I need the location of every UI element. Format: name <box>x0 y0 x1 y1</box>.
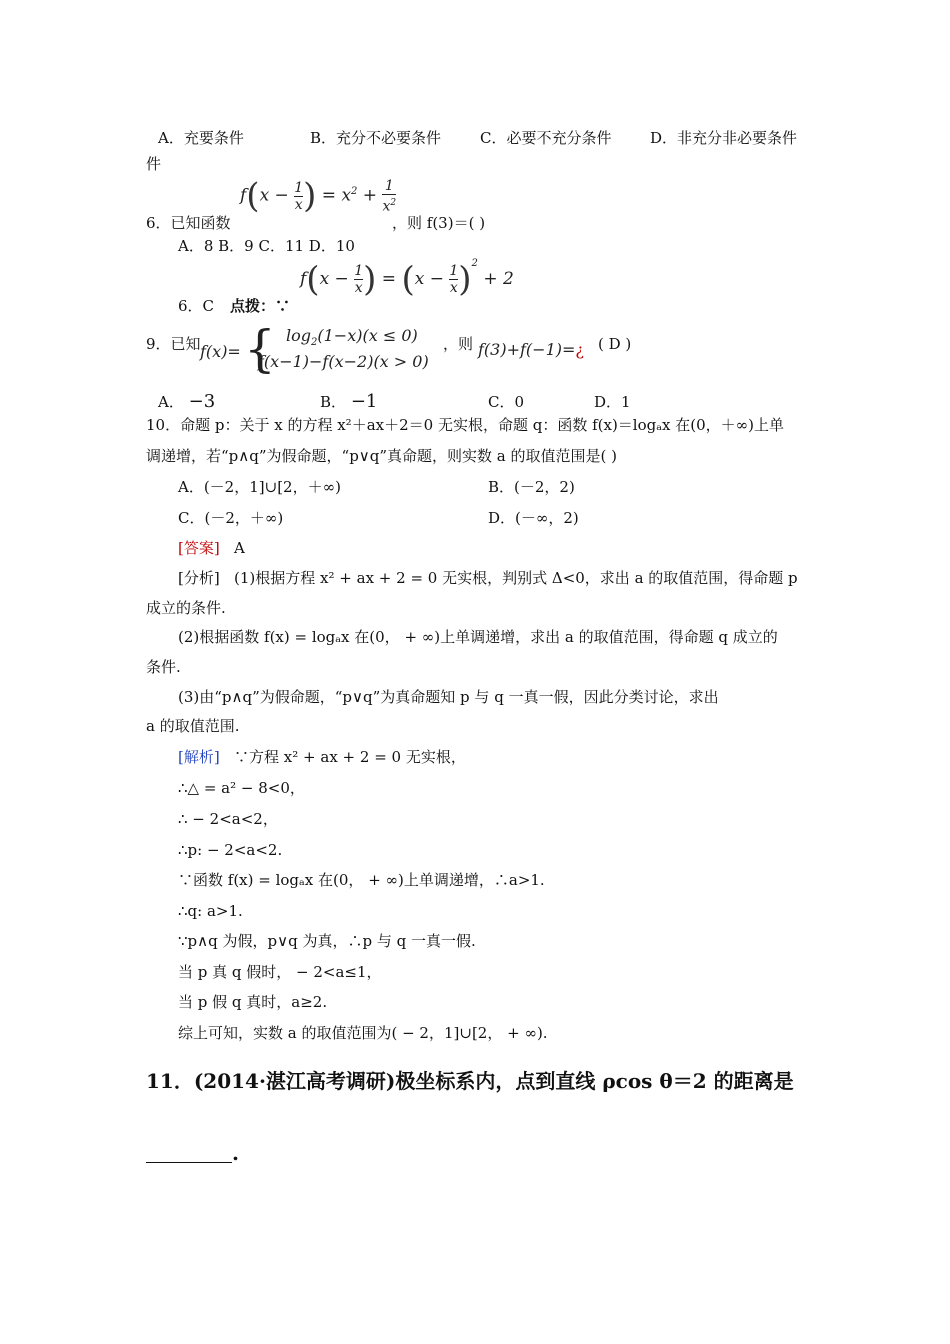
solution-line7: ∵p∧q 为假，p∨q 为真，∴p 与 q 一真一假. <box>178 932 476 950</box>
q5-option-d-wrap: 件 <box>146 155 162 173</box>
q9-option-b: B． −1 <box>320 391 378 412</box>
solution-line8: 当 p 真 q 假时， − 2<a≤1， <box>178 963 382 981</box>
q10-answer-row <box>178 538 245 558</box>
q9-answer: ( D ) <box>598 335 632 353</box>
q11-stem: 11．(2014·湛江高考调研)极坐标系内，点到直线 ρcos θ＝2 的距离是 <box>146 1069 794 1093</box>
q10-option-c: C．(－2，＋∞) <box>178 509 284 527</box>
q9-expression: f(3)+f(−1)=¿ <box>478 340 584 359</box>
solution-line5: ∵函数 f(x) = logₐx 在(0， + ∞)上单调递增，∴a>1. <box>178 871 545 889</box>
q9-option-c: C．0 <box>488 393 525 411</box>
answer-label: [答案] <box>178 539 220 557</box>
q6-prefix: 6．已知函数 <box>146 214 231 232</box>
q9-option-d: D．1 <box>594 393 631 411</box>
analysis-line2b: 条件. <box>146 658 181 676</box>
q10-option-a: A．(－2，1]∪[2，＋∞) <box>178 478 341 496</box>
solution-line2: ∴△ = a² − 8<0， <box>178 779 305 797</box>
q5-option-d: D．非充分非必要条件 <box>650 129 798 147</box>
q9-prefix: 9．已知 <box>146 335 201 353</box>
q5-option-b: B．充分不必要条件 <box>310 129 442 147</box>
q10-option-b: B．(－2，2) <box>488 478 575 496</box>
analysis-line1b: 成立的条件. <box>146 599 226 617</box>
q9-mid: ，则 <box>443 335 474 353</box>
q11-answer-blank <box>146 1162 232 1163</box>
q10-stem-line2: 调递增，若“p∧q”为假命题，“p∨q”真命题，则实数 a 的取值范围是( ) <box>146 447 617 465</box>
q11-blank-end: . <box>232 1141 239 1165</box>
analysis-line3b: a 的取值范围. <box>146 717 240 735</box>
q10-option-d: D．(－∞，2) <box>488 509 579 527</box>
analysis-line1a: [分析] (1)根据方程 x² + ax + 2 = 0 无实根，判别式 Δ<0，求出 a 的取值范围，得命题 p <box>178 569 798 587</box>
q6-options: A．8 B．9 C．11 D．10 <box>178 237 355 255</box>
q9-option-a: A． −3 <box>158 391 216 412</box>
solution-line9: 当 p 假 q 真时，a≥2. <box>178 993 328 1011</box>
q6-formula: f(x − $\frac{1}{x}$ ) = $x^2$ + $\frac{1}{x^2}$ <box>240 176 397 216</box>
q6-hint-formula: f(x − $\frac{1}{x}$ ) = (x − $\frac{1}{x}$ )$^2$ + 2 <box>300 258 514 300</box>
solution-line10: 综上可知，实数 a 的取值范围为( − 2，1]∪[2， + ∞). <box>178 1024 548 1042</box>
solution-line6: ∴q: a>1. <box>178 902 243 920</box>
solution-label: [解析] <box>178 748 220 766</box>
analysis-line2a: (2)根据函数 f(x) = logₐx 在(0， + ∞)上单调递增，求出 a 的取值范围，得命题 q 成立的 <box>178 628 778 646</box>
q6-answer: 6．C <box>178 297 215 315</box>
q10-stem-line1: 10．命题 p：关于 x 的方程 x²＋ax＋2＝0 无实根，命题 q：函数 f(x)＝logₐx 在(0，＋∞)上单 <box>146 416 784 434</box>
solution-line4: ∴p: − 2<a<2. <box>178 841 283 859</box>
q6-suffix: ，则 f(3)＝( ) <box>392 214 486 232</box>
analysis-line3a: (3)由“p∧q”为假命题，“p∨q”为真命题知 p 与 q 一真一假，因此分类讨论，求出 <box>178 688 719 706</box>
q5-option-c: C．必要不充分条件 <box>480 129 612 147</box>
q6-hint-label: 点拨：∵ <box>230 297 291 315</box>
solution-line1: [解析] ∵方程 x² + ax + 2 = 0 无实根， <box>178 748 466 766</box>
q5-option-a: A．充要条件 <box>158 129 244 147</box>
solution-line3: ∴ − 2<a<2， <box>178 810 278 828</box>
analysis-label: [分析] <box>178 569 220 587</box>
answer-value: A <box>234 539 245 557</box>
